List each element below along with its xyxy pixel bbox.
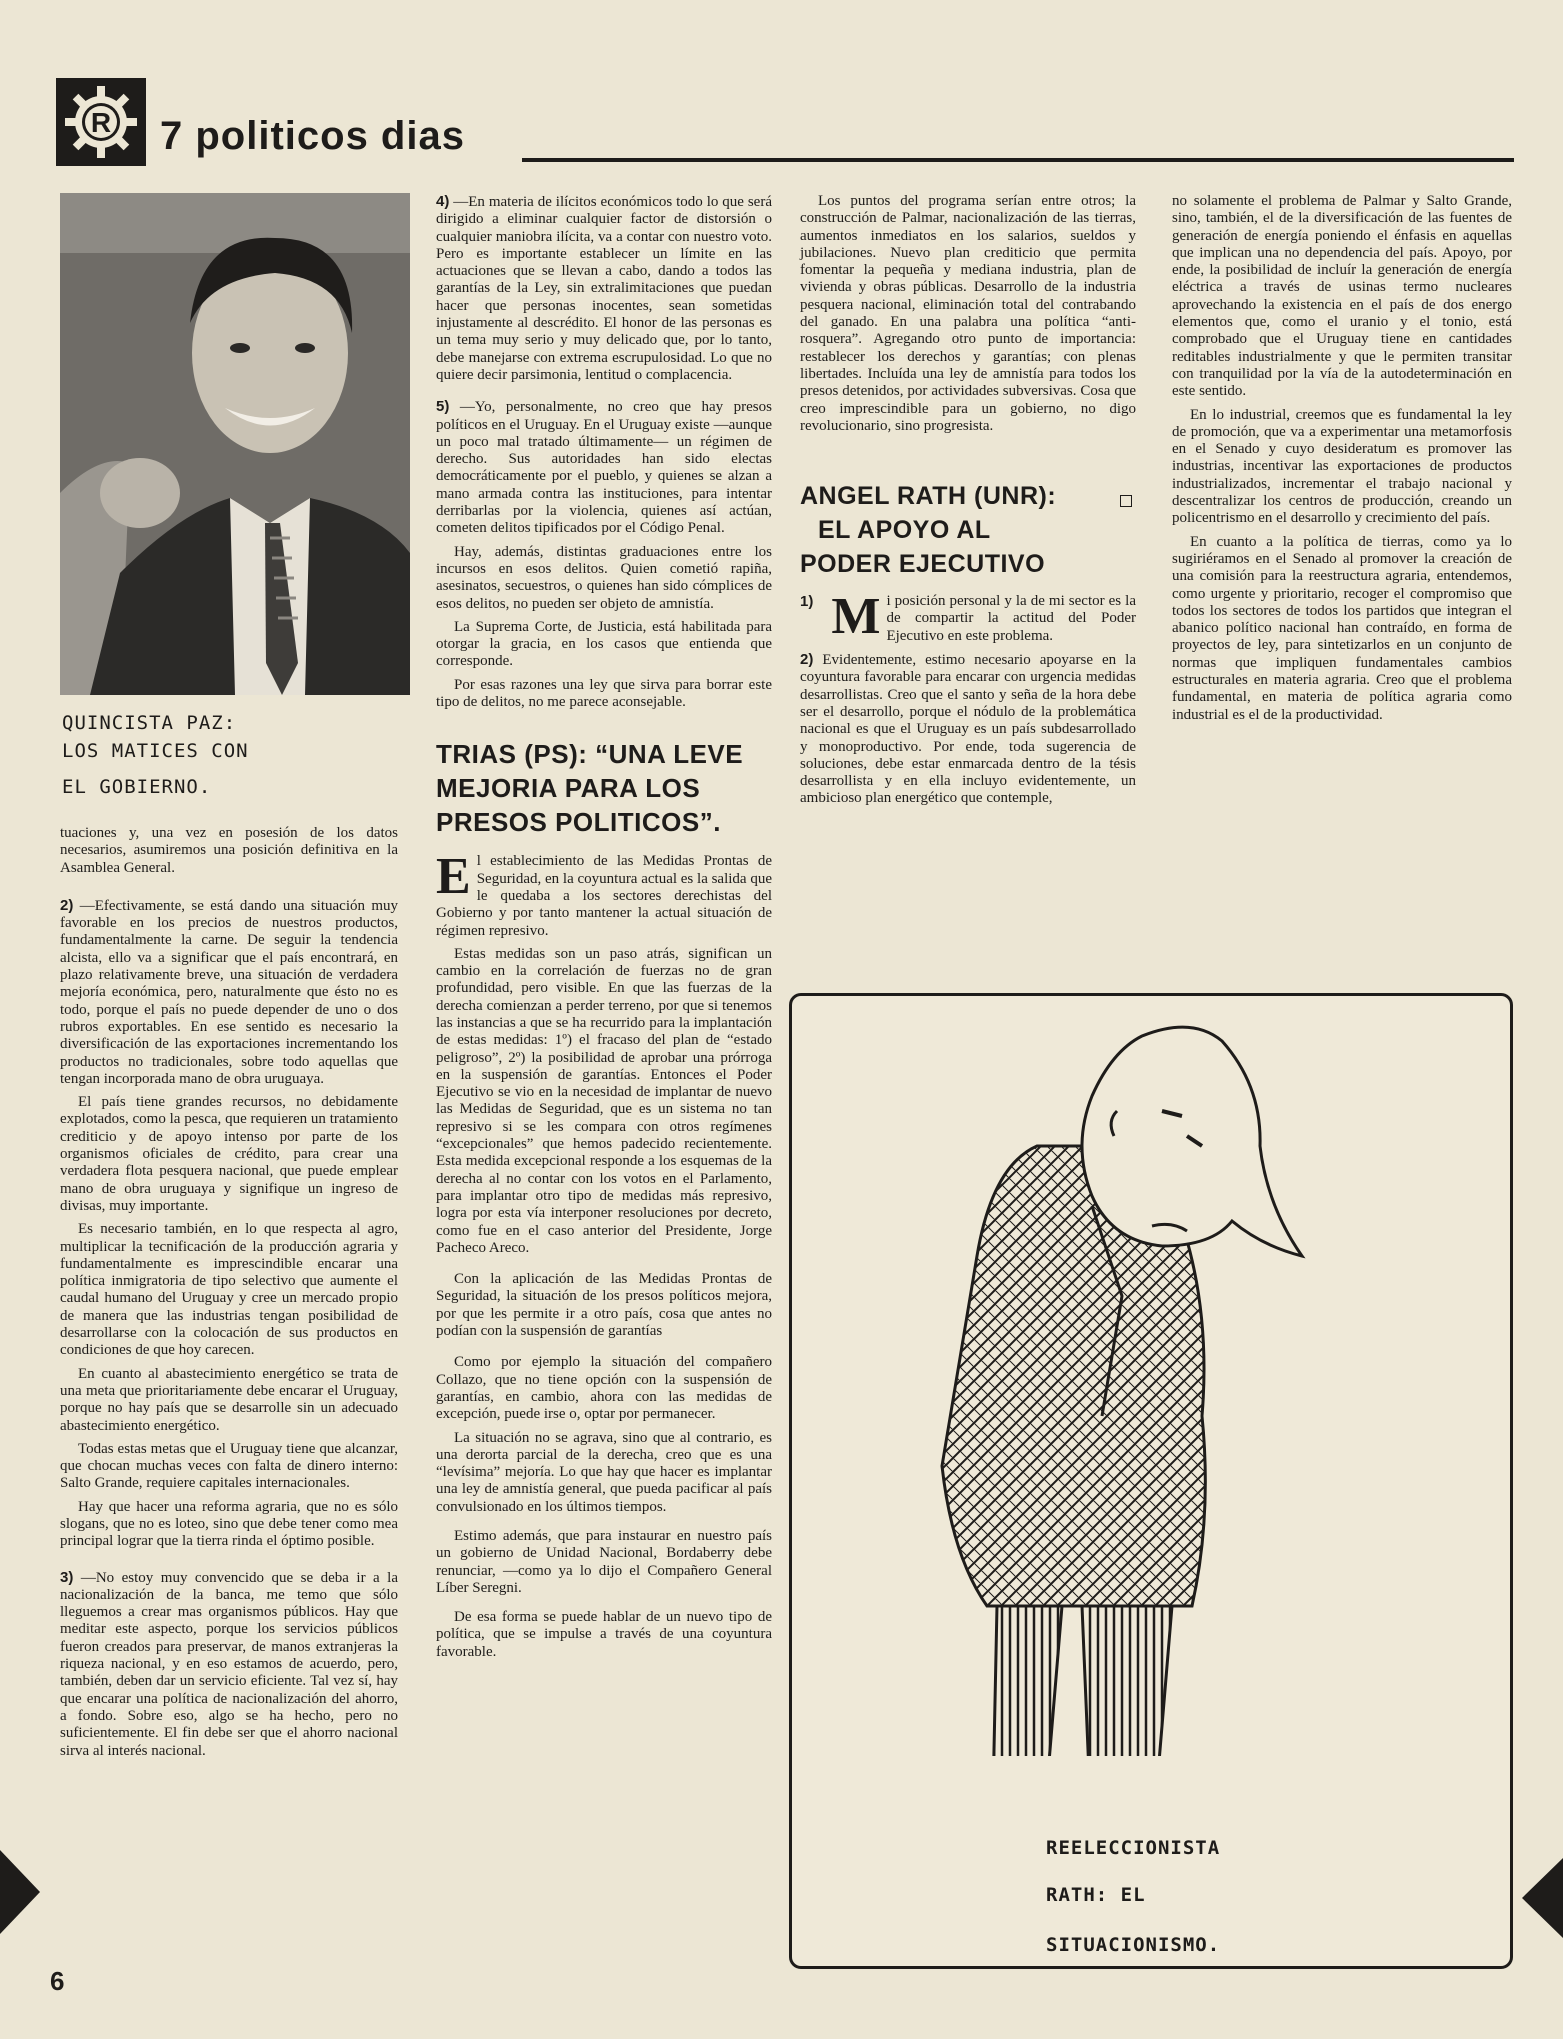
paragraph: —En materia de ilícitos económicos todo lo que será dirigido a eliminar cualquier factor de distorsión o cualquier maniobra ilícita, va a contar con nuestro voto. Pero es importante establecer un límite en las actuaciones que se llevan a cabo, dando a todos las garantías de la Ley, sin extralimitaciones que puedan hacer que personas inocentes, sean sometidas injustamente al descrédito. El honor de las personas es un tema muy serio y muy delicado que, por lo tanto, debe manejarse con extrema escrupulosidad. Lo que no quiere decir parsimonia, lentitud o complacencia. <box>436 194 772 383</box>
cartoon-frame <box>789 993 1513 1969</box>
logo-letter: R <box>90 107 112 138</box>
paragraph: Es necesario también, en lo que respecta al agro, multiplicar la tecnificación de la producción agraria y fundamentalmente es imprescindible encarar una política inmigratoria de tipo selectivo que aumente el caudal humano del Uruguay y cree un mercado propio de manera que las industrias tengan posibilidad de desarrollarse con la colocación de sus productos en condiciones de que hoy carecen. <box>60 1221 398 1359</box>
answer-number: 4) <box>436 193 450 210</box>
logo-gear-icon <box>61 82 141 162</box>
cartoon-caption-line-2: RATH: EL <box>1046 1884 1146 1906</box>
headline-line: MEJORIA PARA LOS <box>436 773 701 804</box>
paragraph: La Suprema Corte, de Justicia, está habilitada para otorgar la gracia, en los casos que entienda que corresponde. <box>436 618 772 670</box>
paragraph: De esa forma se puede hablar de un nuevo tipo de política, que se impulse a través de una coyuntura favorable. <box>436 1609 772 1660</box>
next-page-arrow-icon <box>1522 1858 1563 1938</box>
paragraph: Estimo además, que para instaurar en nuestro país un gobierno de Unidad Nacional, Bordaberry debe renunciar, —como ya lo dijo el Compañero General Líber Seregni. <box>436 1528 772 1596</box>
photo-caption-line-2: LOS MATICES CON <box>62 740 249 762</box>
photo-caption-line-1: QUINCISTA PAZ: <box>62 712 237 734</box>
paragraph: l establecimiento de las Medidas Prontas de Seguridad, en la coyuntura actual es la salida que le quedaba a los sectores derechistas del Gobierno y por tanto mantener la actual situación de régimen represivo. <box>436 853 772 939</box>
drop-cap: M <box>831 588 881 646</box>
page-number: 6 <box>50 1966 65 1996</box>
answer-number: 2) <box>60 896 74 914</box>
headline-line: PODER EJECUTIVO <box>800 550 1046 579</box>
answer-number: 2) <box>800 651 814 669</box>
column-4 <box>1172 193 1512 730</box>
paragraph: —Yo, personalmente, no creo que hay presos políticos en el Uruguay. En el Uruguay existe —aunque un poco mal tratado últimamente— un régimen de derecho. Sus autoridades han sido electas democráticamente por el pueblo, y quienes se alzan a mano armada contra las instituciones, para intentar derribarlas por la violencia, quienes así actúan, cometen delitos tipificados por el Código Penal. <box>436 399 772 537</box>
paragraph: Con la aplicación de las Medidas Prontas de Seguridad, la situación de los presos políticos mejora, por que les permite ir a otro país, cosa que antes no podían con la suspensión de garantías <box>436 1271 772 1340</box>
column-1 <box>60 825 398 1766</box>
paragraph: Hay, además, distintas graduaciones entre los incursos en esos delitos. Quien cometió rapiña, asesinatos, secuestros, o quienes han sido cómplices de esos delitos, no pueden ser objeto de amnistía. <box>436 543 772 612</box>
headline-line: ANGEL RATH (UNR): <box>800 482 1057 511</box>
paragraph: Como por ejemplo la situación del compañero Collazo, que no tiene opción con la suspensión de garantías, en cambio, ahora con las medidas de excepción, puede irse o, optar por permanecer. <box>436 1354 772 1423</box>
paragraph: En lo industrial, creemos que es fundamental la ley de promoción, que va a experimentar una metamorfosis en el Senado y cuyo desideratum es promover las industrias, incentivar las exportaciones de productos industrializados, incrementar el trabajo nacional y descentralizar los centros de producción, creando un policentrismo en el desarrollo y crecimiento del país. <box>1172 406 1512 527</box>
answer-number: 5) <box>436 398 450 416</box>
paragraph: Todas estas metas que el Uruguay tiene que alcanzar, que chocan muchas veces con falta de dinero interno: Salto Grande, requiere capitales internacionales. <box>60 1440 398 1492</box>
headline-rath <box>800 479 1136 581</box>
cartoon-caption-line-1: REELECCIONISTA <box>1046 1837 1221 1859</box>
paragraph: El país tiene grandes recursos, no debidamente explotados, como la pesca, que requieren un tratamiento crediticio y de apoyo intenso por parte de los organismos oficiales de crédito, para crear una verdadera flota pesquera nacional, que puede emplear mano de obra uruguaya y signifique un ingreso de divisas, muy importante. <box>60 1094 398 1214</box>
column-2 <box>436 193 772 1667</box>
headline-line: TRIAS (PS): “UNA LEVE <box>436 739 744 770</box>
portrait-photo <box>60 193 410 695</box>
answer-number: 1) <box>800 593 814 611</box>
paragraph: Estas medidas son un paso atrás, significan un cambio en la correlación de fuerzas no de gran profundidad, pero visible. En que las fuerzas de la derecha comienzan a perder terreno, por que si tenemos las instancias a que se ha recurrido para la implantación de estas medidas: 1º) el fracaso del plan de “estado peligroso”, 2º) la posibilidad de aprobar una prórroga en la suspensión de garantías. Entonces el Poder Ejecutivo se vio en la necesidad de implantar de nuevo las Medidas de Seguridad, que es un sistema no tan represivo si se les compara con otros regímenes “excepcionales” que hemos padecido recientemente. Esta medida excepcional responde a los esquemas de la derecha al no contar con los votos en el Parlamento, para implantar otro tipo de medidas más represivo, logra por esta vía interponer resoluciones por decreto, como fue en el caso anterior del Presidente, Jorge Pacheco Areco. <box>436 945 772 1256</box>
end-mark-icon <box>1120 495 1132 507</box>
paragraph: La situación no se agrava, sino que al contrario, es una derorta parcial de la derecha, creo que es una “levísima” mejoría. Lo que hay que hacer es implantar una ley de amnistía general, que pueda pacificar al país convulsionado en los últimos tiempos. <box>436 1429 772 1515</box>
cartoon-caption-line-3: SITUACIONISMO. <box>1046 1934 1221 1956</box>
paragraph: Por esas razones una ley que sirva para borrar este tipo de delitos, no me parece aconsejable. <box>436 676 772 711</box>
section-title: 7 politicos dias <box>160 114 465 158</box>
paragraph: tuaciones y, una vez en posesión de los datos necesarios, asumiremos una posición definitiva en la Asamblea General. <box>60 825 398 876</box>
headline-line: PRESOS POLITICOS”. <box>436 807 721 838</box>
paragraph: En cuanto al abastecimiento energético se trata de una meta que prioritariamente debe encarar el Uruguay, porque no hay país que se desarrolle sin un adecuado abastecimiento energético. <box>60 1365 398 1434</box>
paragraph: i posición personal y la de mi sector es la de compartir la actitud del Poder Ejecutivo en este problema. <box>886 593 1136 644</box>
paragraph: Evidentemente, estimo necesario apoyarse en la coyuntura favorable para encarar con urgencia medidas desarrollistas. Creo que el santo y seña de la hora debe ser el desarrollo, porque el nódulo de la problemática nacional es que el Uruguay es un país subdesarrollado y monoproductivo. Por ende, toda sugerencia de soluciones, debe estar enmarcada dentro de la tésis desarrollista y en ella incluyo evidentemente, un ambicioso plan energético que contemple, <box>800 652 1137 807</box>
photo-caption-line-3: EL GOBIERNO. <box>62 776 212 798</box>
paragraph: no solamente el problema de Palmar y Salto Grande, sino, también, el de la diversificación de las fuentes de generación de energía poniendo el énfasis en aquellas que implican una no dependencia del país. Apoyo, por ende, la posibilidad de incluír la generación de energía eléctrica a través de usinas termo nucleares aprovechando la existencia en el país de dos energo elementos que, como el uranio y el tonio, está comprobado que el Uruguay tiene en cantidades reditables industrialmente y que le permiten transitar con tranquilidad por la vía de la autodeterminación en este sentido. <box>1172 193 1512 400</box>
answer-number: 3) <box>60 1568 74 1586</box>
magazine-logo <box>56 78 146 166</box>
paragraph: Los puntos del programa serían entre otros; la construcción de Palmar, nacionalización de las tierras, aumentos inmediatos en los salarios, sueldos y jubilaciones. Nuevo plan crediticio que permita fomentar la pequeña y mediana industria, plan de vivienda y obras públicas. Desarrollo de la industria pesquera nacional, eliminación total del contrabando del ganado. En una palabra una política “anti-rosquera”. Agregando otro punto de importancia: restablecer los derechos y garantías; con plenas libertades. Incluída una ley de amnistía para todos los presos detenidos, por actividades subversivas. Cosa que creo imprescindible para un gobierno, no digo revolucionario, sino progresista. <box>800 193 1136 434</box>
title-rule <box>522 158 1514 162</box>
previous-page-arrow-icon <box>0 1850 40 1934</box>
headline-trias <box>436 737 772 839</box>
cartoon-illustration <box>792 996 1510 1756</box>
paragraph: En cuanto a la política de tierras, como ya lo sugiriéramos en el Senado al promover la creación de una comisión para la reestructura agraria, entendemos, como urgente y prioritario, recoger el compromiso que todos los sectores de todos los partidos que integran el abanico político nacional han contraído, en forma de proyectos de ley, para sintetizarlos en un conjunto de normas que impliquen fundamentales cambios estructurales en materia agraria. Creo que el problema fundamental, en materia de política agraria como industrial es el de la productividad. <box>1172 533 1512 723</box>
column-3 <box>800 193 1136 814</box>
paragraph: —Efectivamente, se está dando una situación muy favorable en los precios de nuestros productos, fundamentalmente la carne. De seguir la tendencia alcista, ello va a significar que el país encontrará, en plazo relativamente breve, una situación de verdadera mejoría económica, pero, naturalmente que ésto no es todo, porque el país no puede depender de uno o dos rubros exportables. En ese sentido es necesario la diversificación de las exportaciones incrementando los productos no tradicionales, sobre todo aquellas que tengan incorporada mano de obra uruguaya. <box>60 897 399 1087</box>
paragraph: —No estoy muy convencido que se deba ir a la nacionalización de la banca, me temo que sólo lleguemos a crear mas organismos públicos. Hay que meditar este aspecto, porque los servicios públicos fueron creados para preservar, de manos extranjeras la riqueza nacional, y en eso estamos de acuerdo, pero, también, deben dar un servicio eficiente. Tal vez sí, hay que encarar una política de nacionalización del ahorro, a fondo. Sobre eso, algo se ha hecho, pero no suficientemente. El fin debe ser que el ahorro nacional sirva al interés nacional. <box>60 1569 399 1759</box>
paragraph: Hay que hacer una reforma agraria, que no es sólo slogans, que no es loteo, sino que debe tener como mea principal lograr que la tierra rinda el óptimo posible. <box>60 1498 398 1550</box>
headline-line: EL APOYO AL <box>818 516 991 545</box>
drop-cap: E <box>436 848 471 906</box>
